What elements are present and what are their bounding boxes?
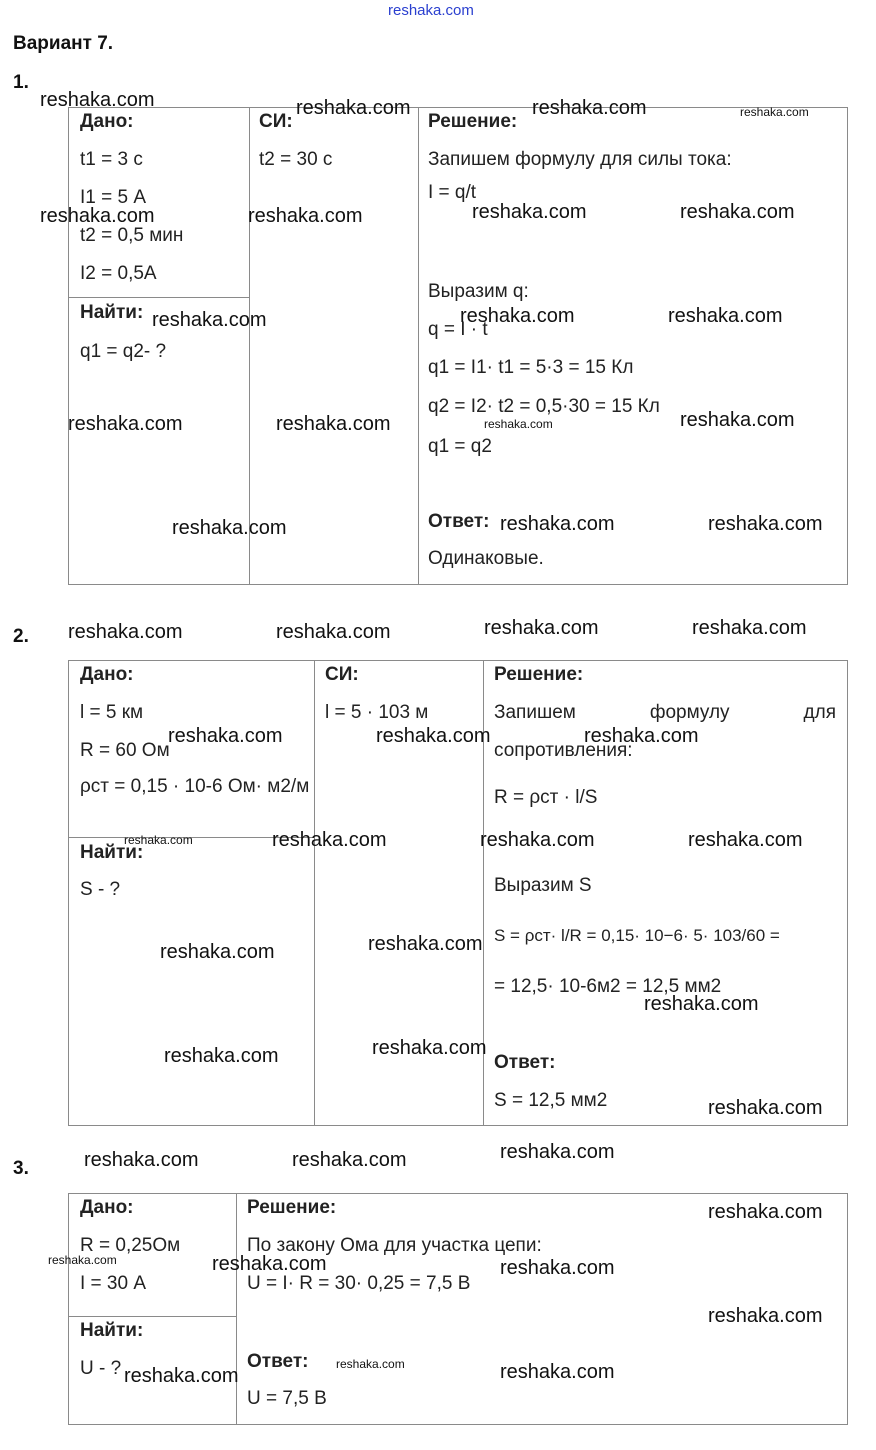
solution-line: q1 = I1· t1 = 5·3 = 15 Кл <box>428 357 634 378</box>
find-label: Найти: <box>80 302 144 323</box>
given-item: t1 = 3 с <box>80 149 143 170</box>
si-label: СИ: <box>259 111 293 132</box>
watermark: reshaka.com <box>48 1253 117 1267</box>
solution-line: Выразим S <box>494 875 592 896</box>
given-label: Дано: <box>80 1197 134 1218</box>
watermark: reshaka.com <box>68 621 183 643</box>
watermark: reshaka.com <box>164 1045 279 1067</box>
answer-label: Ответ: <box>247 1351 309 1372</box>
watermark: reshaka.com <box>708 1305 823 1327</box>
watermark: reshaka.com <box>152 309 267 331</box>
watermark: reshaka.com <box>84 1149 199 1171</box>
given-item: R = 0,25Ом <box>80 1235 181 1256</box>
given-item: R = 60 Ом <box>80 740 170 761</box>
find-value: S - ? <box>80 879 121 900</box>
watermark: reshaka.com <box>40 89 155 111</box>
variant-title: Вариант 7. <box>13 33 114 54</box>
divider <box>249 107 250 585</box>
find-label: Найти: <box>80 1320 144 1341</box>
watermark: reshaka.com <box>272 829 387 851</box>
watermark: reshaka.com <box>668 305 783 327</box>
watermark: reshaka.com <box>688 829 803 851</box>
given-item: t2 = 0,5 мин <box>80 225 184 246</box>
watermark: reshaka.com <box>40 205 155 227</box>
given-label: Дано: <box>80 111 134 132</box>
solution-line: Запишем формулу для силы тока: <box>428 149 732 170</box>
watermark: reshaka.com <box>472 201 587 223</box>
solution-line: сопротивления: <box>494 740 633 761</box>
si-item: l = 5 · 103 м <box>325 702 429 723</box>
formula-resistance: R = ρст · l/S <box>494 787 598 808</box>
solution-line: q2 = I2· t2 = 0,5·30 = 15 Кл <box>428 396 660 417</box>
si-label: СИ: <box>325 664 359 685</box>
watermark: reshaka.com <box>124 833 193 847</box>
solution-label: Решение: <box>247 1197 337 1218</box>
given-label: Дано: <box>80 664 134 685</box>
formula-area: S = ρст· l/R = 0,15· 10−6· 5· 103/60 = <box>494 926 780 945</box>
answer-value: Одинаковые. <box>428 548 544 569</box>
watermark: reshaka.com <box>500 1257 615 1279</box>
divider <box>68 1316 236 1317</box>
watermark: reshaka.com <box>708 1201 823 1223</box>
solution-line: По закону Ома для участка цепи: <box>247 1235 542 1256</box>
watermark: reshaka.com <box>480 829 595 851</box>
solution-line: U = I· R = 30· 0,25 = 7,5 В <box>247 1273 471 1294</box>
formula-current: I = q/t <box>428 182 477 203</box>
watermark: reshaka.com <box>500 1361 615 1383</box>
site-link[interactable]: reshaka.com <box>388 2 474 19</box>
find-label: Найти: <box>80 842 144 863</box>
divider <box>418 107 419 585</box>
watermark: reshaka.com <box>368 933 483 955</box>
watermark: reshaka.com <box>212 1253 327 1275</box>
answer-label: Ответ: <box>494 1052 556 1073</box>
solution-label: Решение: <box>494 664 584 685</box>
watermark: reshaka.com <box>484 617 599 639</box>
problem-number: 2. <box>13 626 29 647</box>
answer-value: U = 7,5 В <box>247 1388 327 1409</box>
watermark: reshaka.com <box>372 1037 487 1059</box>
watermark: reshaka.com <box>160 941 275 963</box>
watermark: reshaka.com <box>172 517 287 539</box>
given-item: I1 = 5 А <box>80 187 147 208</box>
watermark: reshaka.com <box>296 97 411 119</box>
find-value: U - ? <box>80 1358 122 1379</box>
watermark: reshaka.com <box>124 1365 239 1387</box>
watermark: reshaka.com <box>500 1141 615 1163</box>
watermark: reshaka.com <box>680 409 795 431</box>
answer-label: Ответ: <box>428 511 490 532</box>
watermark: reshaka.com <box>460 305 575 327</box>
given-item: ρст = 0,15 · 10-6 Ом· м2/м <box>80 776 310 797</box>
given-item: I = 30 А <box>80 1273 147 1294</box>
watermark: reshaka.com <box>692 617 807 639</box>
divider <box>68 297 249 298</box>
watermark: reshaka.com <box>708 513 823 535</box>
watermark: reshaka.com <box>500 513 615 535</box>
problem-number: 3. <box>13 1158 29 1179</box>
find-value: q1 = q2- ? <box>80 341 167 362</box>
problem-number: 1. <box>13 72 29 93</box>
watermark: reshaka.com <box>168 725 283 747</box>
solution-line: Запишем формулу для <box>494 702 836 723</box>
divider <box>236 1193 237 1425</box>
watermark: reshaka.com <box>740 105 809 119</box>
solution-line: = 12,5· 10-6м2 = 12,5 мм2 <box>494 976 722 997</box>
watermark: reshaka.com <box>336 1357 405 1371</box>
solution-line: Выразим q: <box>428 281 529 302</box>
given-item: I2 = 0,5А <box>80 263 157 284</box>
solution-line: q = I · t <box>428 319 488 340</box>
solution-label: Решение: <box>428 111 518 132</box>
watermark: reshaka.com <box>376 725 491 747</box>
watermark: reshaka.com <box>484 417 553 431</box>
watermark: reshaka.com <box>292 1149 407 1171</box>
watermark: reshaka.com <box>248 205 363 227</box>
watermark: reshaka.com <box>276 621 391 643</box>
watermark: reshaka.com <box>532 97 647 119</box>
watermark: reshaka.com <box>584 725 699 747</box>
divider <box>314 660 315 1126</box>
si-item: t2 = 30 с <box>259 149 333 170</box>
watermark: reshaka.com <box>644 993 759 1015</box>
given-item: l = 5 км <box>80 702 144 723</box>
watermark: reshaka.com <box>680 201 795 223</box>
watermark: reshaka.com <box>68 413 183 435</box>
solution-line: q1 = q2 <box>428 436 492 457</box>
watermark: reshaka.com <box>276 413 391 435</box>
watermark: reshaka.com <box>708 1097 823 1119</box>
answer-value: S = 12,5 мм2 <box>494 1090 608 1111</box>
